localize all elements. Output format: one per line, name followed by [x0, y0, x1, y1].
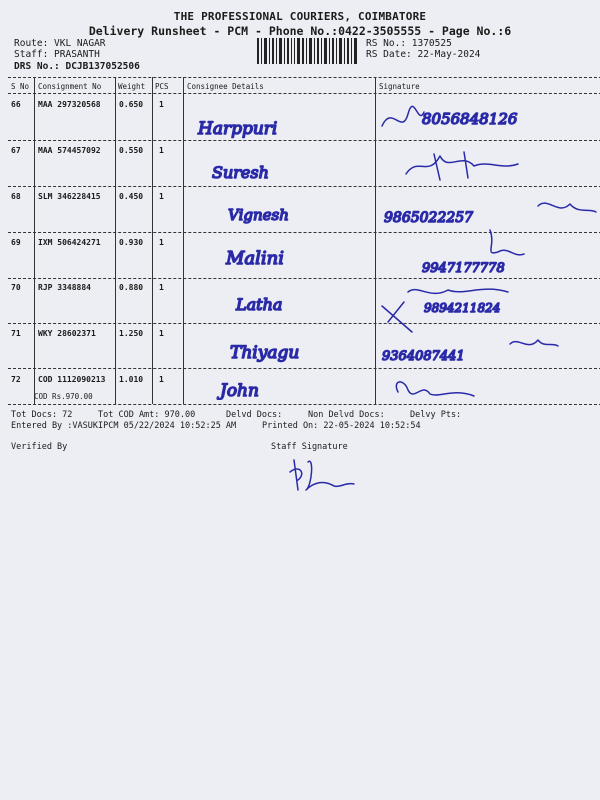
column-divider: [34, 77, 35, 404]
signature-scrawl: [538, 203, 596, 212]
col-header-weight: Weight: [118, 82, 146, 91]
column-divider: [115, 77, 116, 404]
signature-scrawl: [382, 302, 412, 332]
row-weight: 0.550: [119, 146, 144, 155]
row-pcs: 1: [159, 238, 164, 247]
row-weight: 1.010: [119, 375, 144, 384]
row-weight: 0.450: [119, 192, 144, 201]
delivery-points: Delvy Pts:: [410, 410, 462, 420]
row-pcs: 1: [159, 192, 164, 201]
non-delivered-docs: Non Delvd Docs:: [308, 410, 385, 420]
row-consignment: SLM 346228415: [38, 192, 101, 201]
row-pcs: 1: [159, 283, 164, 292]
total-docs: Tot Docs: 72: [11, 410, 73, 420]
consignee-name: Malini: [226, 248, 285, 269]
consignee-handwriting: [190, 100, 370, 400]
signature-scrawl: [510, 340, 558, 346]
row-weight: 0.930: [119, 238, 144, 247]
header-rule: [8, 93, 600, 94]
signature-phone: 9947177778: [422, 261, 505, 276]
runsheet-subtitle: Delivery Runsheet - PCM - Phone No.:0422-3505555 - Page No.:6: [88, 24, 512, 38]
row-consignment: MAA 574457092: [38, 146, 101, 155]
total-cod-amount: Tot COD Amt: 970.00: [98, 410, 196, 420]
table-top-rule: [8, 77, 600, 78]
row-pcs: 1: [159, 146, 164, 155]
signature-scrawl: [408, 289, 508, 293]
drs-number: DRS No.: DCJB137052506: [14, 61, 140, 72]
verified-by-label: Verified By: [11, 442, 68, 452]
row-consignment: COD 1112090213: [38, 375, 106, 384]
signature-phone: 8056848126: [422, 110, 518, 128]
row-pcs: 1: [159, 100, 164, 109]
row-pcs: 1: [159, 329, 164, 338]
barcode: [257, 38, 357, 64]
signature-scrawl: [382, 106, 424, 126]
company-title: THE PROFESSIONAL COURIERS, COIMBATORE: [173, 10, 427, 23]
col-header-consignment: Consignment No: [38, 82, 102, 91]
entered-by: Entered By :VASUKIPCM 05/22/2024 10:52:25 AM: [11, 421, 237, 431]
row-weight: 1.250: [119, 329, 144, 338]
row-sno: 71: [11, 329, 21, 338]
row-consignment: WKY 28602371: [38, 329, 96, 338]
delivered-docs: Delvd Docs:: [226, 410, 283, 420]
signature-scrawl: [406, 156, 518, 174]
col-header-sno: S No: [11, 82, 30, 91]
signature-phone: 9894211824: [424, 301, 501, 315]
signature-phone: 9865022257: [384, 210, 474, 226]
col-header-signature: Signature: [379, 82, 420, 91]
row-weight: 0.650: [119, 100, 144, 109]
consignee-name: Latha: [236, 295, 283, 314]
row-consignment: RJP 3348884: [38, 283, 91, 292]
route-label: Route: VKL NAGAR: [14, 38, 106, 49]
consignee-name: Harppuri: [198, 119, 278, 139]
row-pcs: 1: [159, 375, 164, 384]
column-divider: [183, 77, 184, 404]
staff-signature-label: Staff Signature: [271, 442, 348, 452]
row-sno: 72: [11, 375, 21, 384]
signature-scrawl: [490, 230, 524, 255]
staff-label: Staff: PRASANTH: [14, 49, 100, 60]
signature-handwriting: [378, 96, 598, 412]
row-consignment: MAA 297320568: [38, 100, 101, 109]
row-sno: 68: [11, 192, 21, 201]
row-sno: 67: [11, 146, 21, 155]
row-sno: 66: [11, 100, 21, 109]
cod-amount: COD Rs.970.00: [34, 392, 93, 401]
consignee-name: Thiyagu: [230, 343, 300, 363]
consignee-name: John: [220, 381, 259, 400]
row-consignment: IXM 506424271: [38, 238, 101, 247]
staff-signature-mark: [284, 452, 364, 498]
column-divider: [375, 77, 376, 404]
signature-phone: 9364087441: [382, 349, 465, 364]
row-sno: 69: [11, 238, 21, 247]
row-sno: 70: [11, 283, 21, 292]
column-divider: [152, 77, 153, 404]
col-header-pcs: PCS: [155, 82, 169, 91]
row-weight: 0.880: [119, 283, 144, 292]
rs-number: RS No.: 1370525: [366, 38, 452, 49]
signature-scrawl: [396, 382, 474, 396]
consignee-name: Vignesh: [228, 206, 289, 224]
consignee-name: Suresh: [212, 163, 269, 182]
printed-on: Printed On: 22-05-2024 10:52:54: [262, 421, 421, 431]
col-header-consignee: Consignee Details: [187, 82, 264, 91]
rs-date: RS Date: 22-May-2024: [366, 49, 481, 60]
